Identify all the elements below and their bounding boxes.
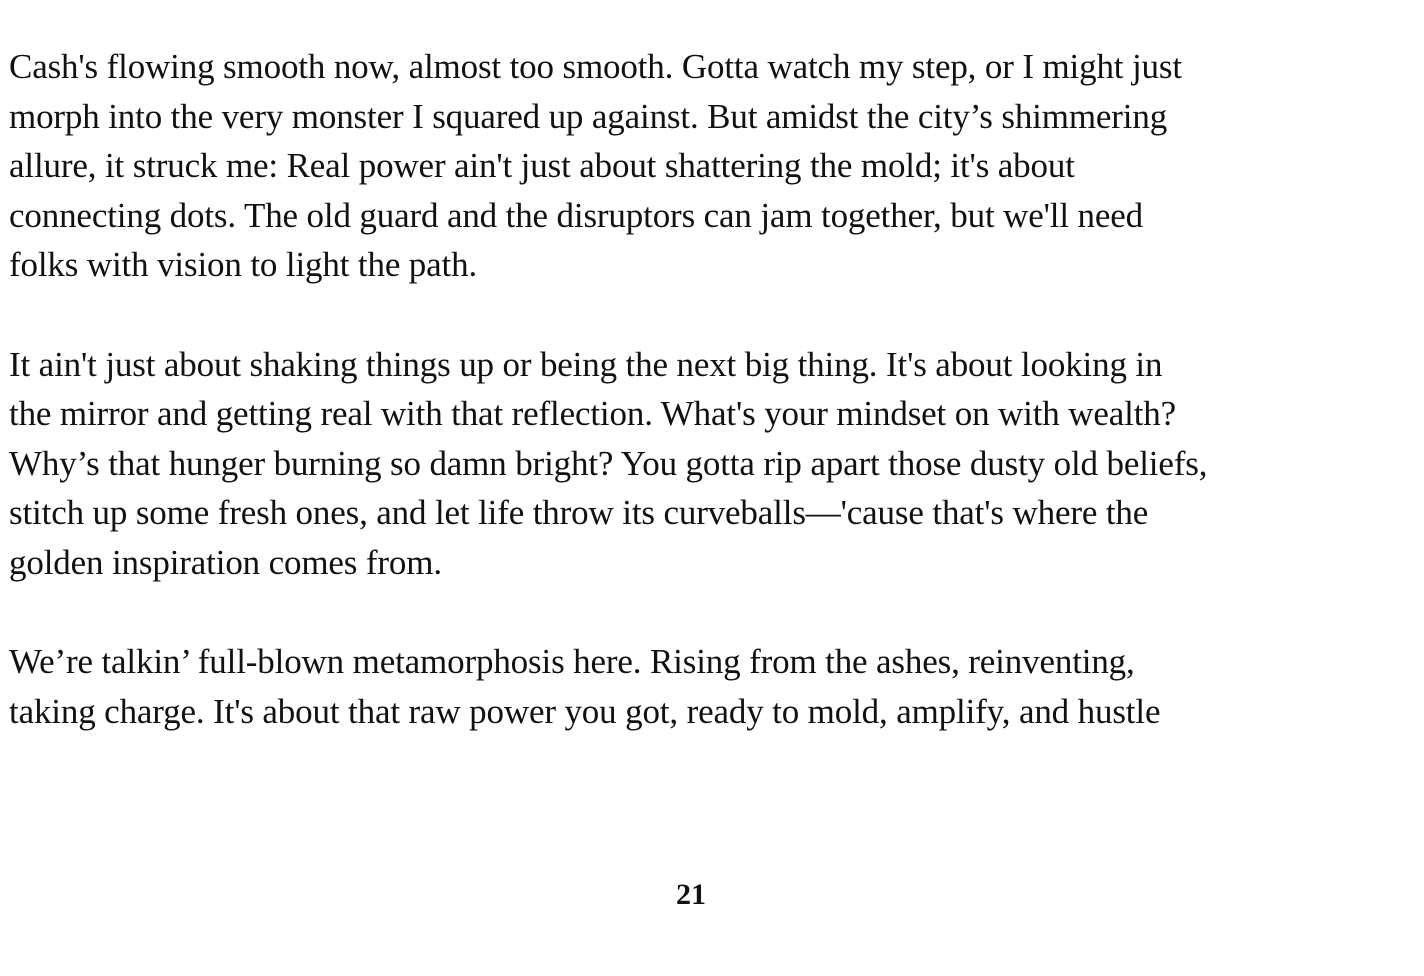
paragraph-1: Cash's flowing smooth now, almost too smooth. Gotta watch my step, or I might just morph into the very monster I squared up against. But amidst the city’s shimmering allure, it struck me: Real power ain't just about shattering the mold; it's about connecting dots. The old guard and the disruptors can jam together, but we'll need folks with vision to light the path. (9, 47, 1182, 284)
paragraph-3: We’re talkin’ full-blown metamorphosis here. Rising from the ashes, reinventing, taking charge. It's about that raw power you got, ready to mold, amplify, and hustle (9, 642, 1161, 731)
paragraph-2: It ain't just about shaking things up or being the next big thing. It's about looking in the mirror and getting real with that reflection. What's your mindset on with wealth? Why’s that hunger burning so damn bright? You gotta rip apart those dusty old beliefs, stitch up some fresh ones, and let life throw its curveballs—'cause that's where the golden inspiration comes from. (9, 344, 1208, 582)
body-text (9, 42, 1399, 786)
page-number: 21 (676, 878, 706, 911)
